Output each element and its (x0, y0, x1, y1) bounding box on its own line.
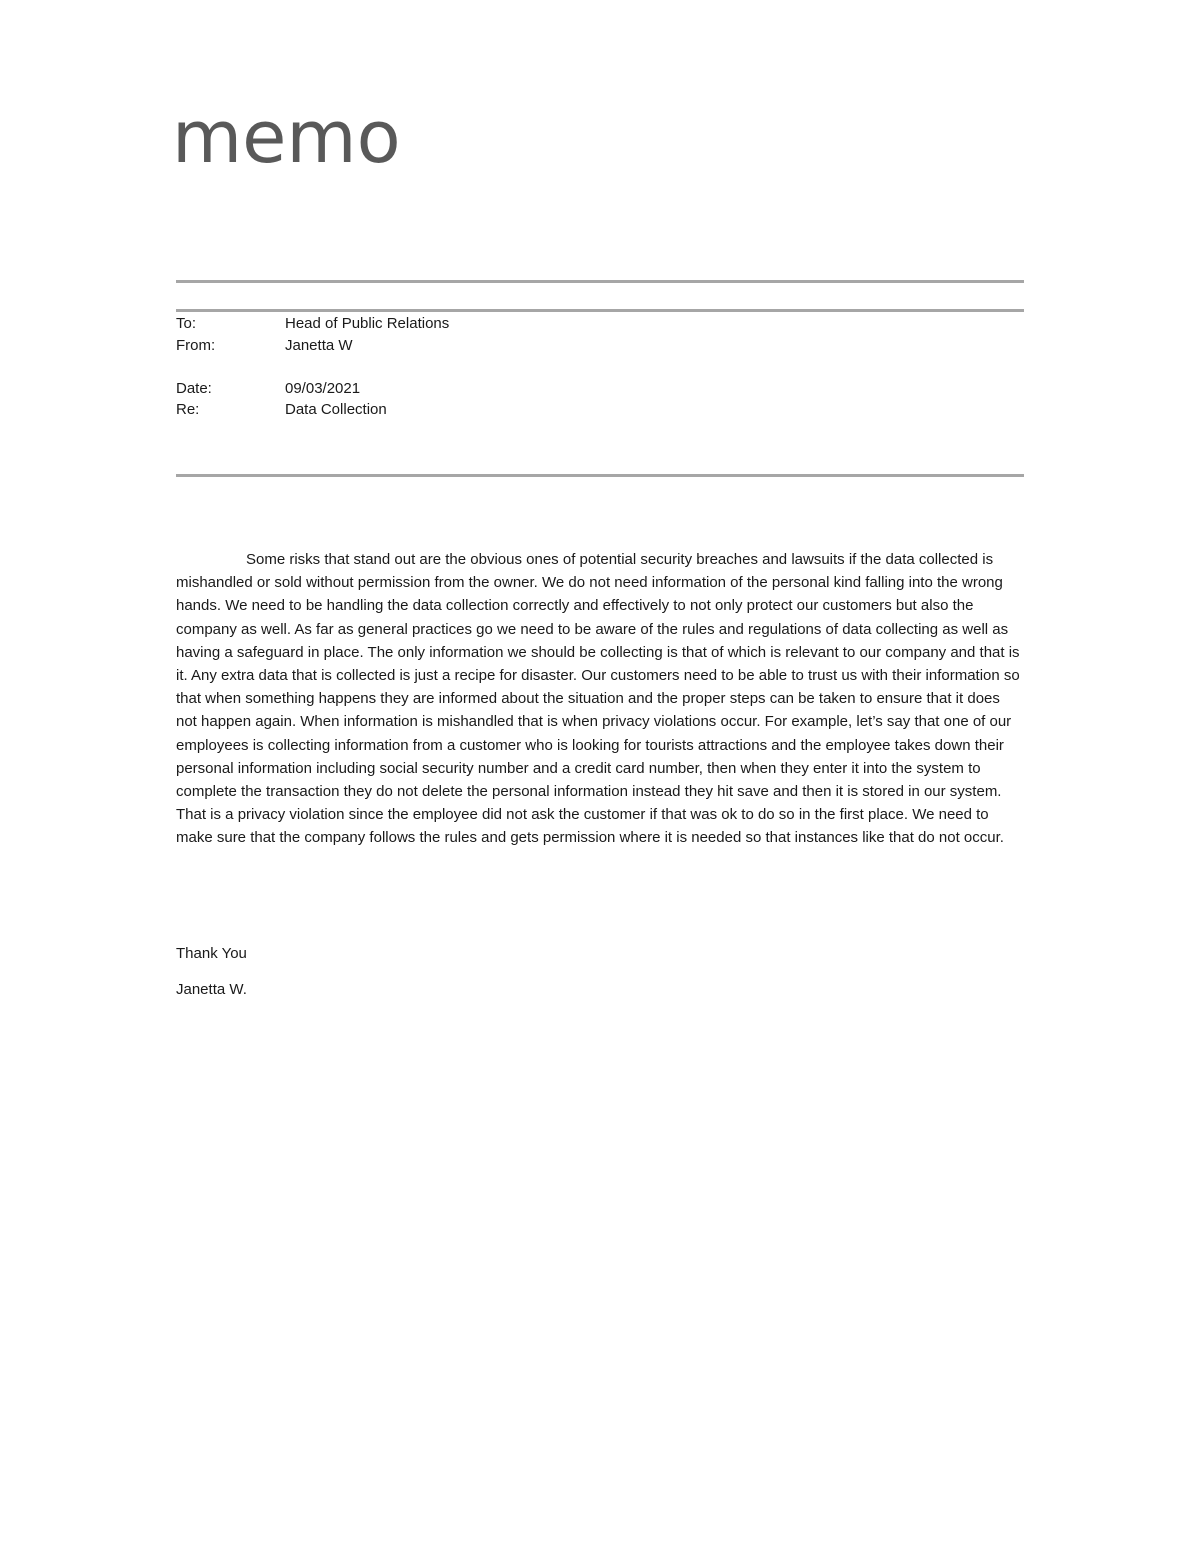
to-label: To: (176, 315, 197, 332)
memo-title: memo (172, 95, 401, 179)
signature: Janetta W. (176, 981, 247, 998)
to-row (176, 313, 1024, 335)
re-row (176, 399, 1024, 421)
memo-header (176, 313, 1024, 421)
from-label: From: (176, 336, 216, 354)
header-top-divider (176, 309, 1024, 312)
re-value: Data Collection (285, 401, 387, 418)
from-value: Janetta W (285, 336, 353, 354)
date-row (176, 378, 1024, 400)
date-label: Date: (176, 379, 212, 397)
re-label: Re: (176, 401, 200, 418)
closing-thanks: Thank You (176, 945, 247, 962)
top-divider (176, 280, 1024, 283)
date-value: 09/03/2021 (285, 379, 361, 397)
from-row (176, 335, 1024, 357)
memo-body: Some risks that stand out are the obvious ones of potential security breaches and lawsuits if the data collected is mishandled or sold without permission from the owner. We do not need information of the personal kind falling into the wrong hands. We need to be handling the data collection correctly and effectively to not only protect our customers but also the company as well. As far as general practices go we need to be aware of the rules and regulations of data collecting as well as having a safeguard in place. The only information we should be collecting is that of which is relevant to our company and that is it. Any extra data that is collected is just a recipe for disaster. Our customers need to be able to trust us with their information so that when something happens they are informed about the situation and the proper steps can be taken to ensure that it does not happen again. When information is mishandled that is when privacy violations occur. For example, let’s say that one of our employees is collecting information from a customer who is looking for tourists attractions and the employee takes down their personal information including social security number and a credit card number, then when they enter it into the system to complete the transaction they do not delete the personal information instead they hit save and then it is stored in our system. That is a privacy violation since the employee did not ask the customer if that was ok to do so in the first place. We need to make sure that the company follows the rules and gets permission where it is needed so that instances like that do not occur. (176, 551, 1020, 847)
to-value: Head of Public Relations (285, 315, 450, 332)
header-bottom-divider (176, 474, 1024, 477)
